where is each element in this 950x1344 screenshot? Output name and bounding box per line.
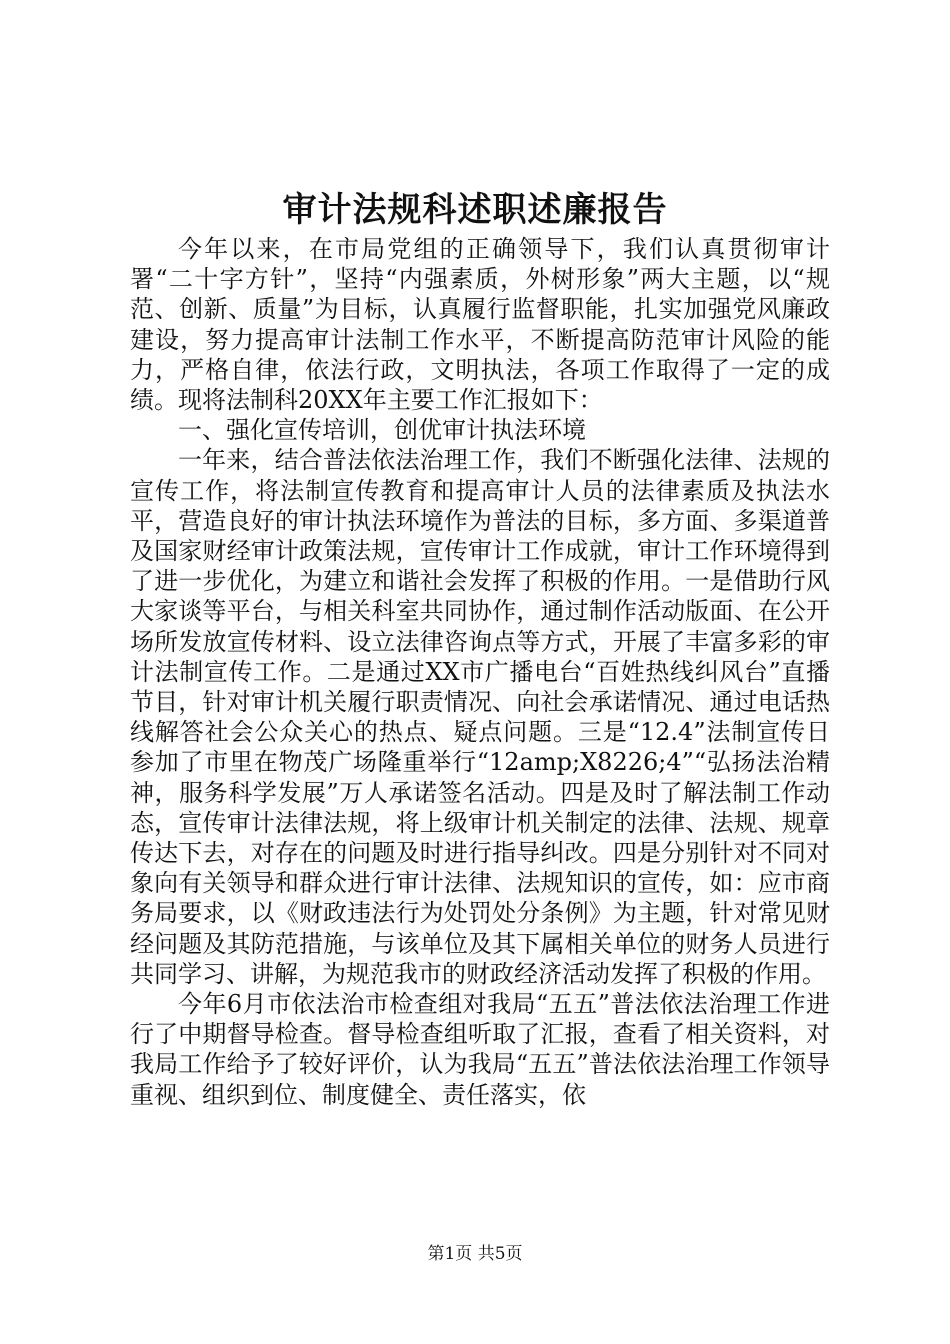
document-body [130,234,830,1110]
intro-paragraph: 今年以来，在市局党组的正确领导下，我们认真贯彻审计署“二十字方针”，坚持“内强素质，外树形象”两大主题，以“规范、创新、质量”为目标，认真履行监督职能，扎实加强党风廉政建设，努力提高审计法制工作水平，不断提高防范审计风险的能力，严格自律，依法行政，文明执法，各项工作取得了一定的成绩。现将法制科20XX年主要工作汇报如下： [130,235,830,415]
section-1-paragraph: 一年来，结合普法依法治理工作，我们不断强化法律、法规的宣传工作，将法制宣传教育和提高审计人员的法律素质及执法水平，营造良好的审计执法环境作为普法的目标，多方面、多渠道普及国家财经审计政策法规，宣传审计工作成就，审计工作环境得到了进一步优化，为建立和谐社会发挥了积极的作用。一是借助行风大家谈等平台，与相关科室共同协作，通过制作活动版面、在公开场所发放宣传材料、设立法律咨询点等方式，开展了丰富多彩的审计法制宣传工作。二是通过XX市广播电台“百姓热线纠风台”直播节目，针对审计机关履行职责情况、向社会承诺情况、通过电话热线解答社会公众关心的热点、疑点问题。三是“12.4”法制宣传日参加了市里在物茂广场隆重举行“12amp;X8226;4”“弘扬法治精神，服务科学发展”万人承诺签名活动。四是及时了解法制工作动态，宣传审计法律法规，将上级审计机关制定的法律、法规、规章传达下去，对存在的问题及时进行指导纠改。四是分别针对不同对象向有关领导和群众进行审计法律、法规知识的宣传，如：应市商务局要求，以《财政违法行为处罚处分条例》为主题，针对常见财经问题及其防范措施，与该单位及其下属相关单位的财务人员进行共同学习、讲解，为规范我市的财政经济活动发挥了积极的作用。 [130,446,830,988]
inspection-paragraph: 今年6月市依法治市检查组对我局“五五”普法依法治理工作进行了中期督导检查。督导检查组听取了汇报，查看了相关资料，对我局工作给予了较好评价，认为我局“五五”普法依法治理工作领导重视、组织到位、制度健全、责任落实，依 [130,990,830,1109]
document-title: 审计法规科述职述廉报告 [282,190,668,230]
page-footer: 第1页 共5页 [427,1244,523,1264]
section-heading-1: 一、强化宣传培训，创优审计执法环境 [178,416,586,445]
